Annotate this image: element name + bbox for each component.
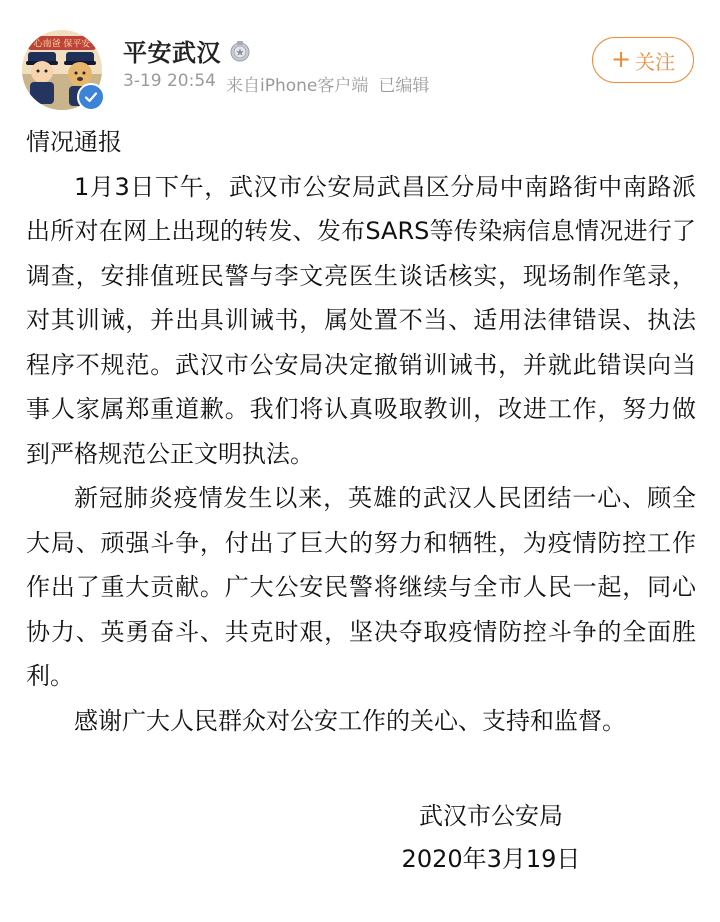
verified-badge-icon bbox=[77, 83, 105, 111]
avatar-banner-text: 心南爸 保平安 bbox=[33, 39, 91, 50]
post-meta bbox=[123, 71, 429, 96]
edited-label[interactable]: 已编辑 bbox=[378, 76, 430, 96]
post-time: 3-19 20:54 bbox=[123, 71, 216, 91]
signature-block bbox=[386, 795, 596, 881]
signature-date: 2020年3月19日 bbox=[401, 845, 581, 873]
follow-button[interactable] bbox=[592, 37, 694, 83]
medal-icon bbox=[229, 40, 251, 62]
post-paragraph: 感谢广大人民群众对公安工作的关心、支持和监督。 bbox=[74, 706, 626, 735]
post-title: 情况通报 bbox=[26, 128, 122, 156]
plus-icon: + bbox=[610, 45, 632, 73]
post-paragraph: 新冠肺炎疫情发生以来，英雄的武汉人民团结一心、顾全大局、顽强斗争，付出了巨大的努力和牺牲，为疫情防控工作作出了重大贡献。广大公安民警将继续与全市人民一起，同心协力、英勇奋斗、共克时艰，坚决夺取疫情防控斗争的全面胜利。 bbox=[26, 484, 696, 690]
account-name[interactable]: 平安武汉 bbox=[123, 39, 221, 67]
post-header bbox=[0, 0, 720, 112]
post-paragraph: 1月3日下午，武汉市公安局武昌区分局中南路街中南路派出所对在网上出现的转发、发布SARS等传染病信息情况进行了调查，安排值班民警与李文亮医生谈话核实，现场制作笔录，对其训诫，并出具训诫书，属处置不当、适用法律错误、执法程序不规范。武汉市公安局决定撤销训诫书，并就此错误向当事人家属郑重道歉。我们将认真吸取教训，改进工作，努力做到严格规范公正文明执法。 bbox=[26, 172, 696, 468]
follow-button-label: 关注 bbox=[635, 49, 676, 74]
account-name-row bbox=[123, 33, 251, 68]
post-content bbox=[26, 120, 696, 743]
post-source: 来自iPhone客户端 bbox=[225, 76, 369, 96]
signature-org: 武汉市公安局 bbox=[419, 802, 563, 830]
